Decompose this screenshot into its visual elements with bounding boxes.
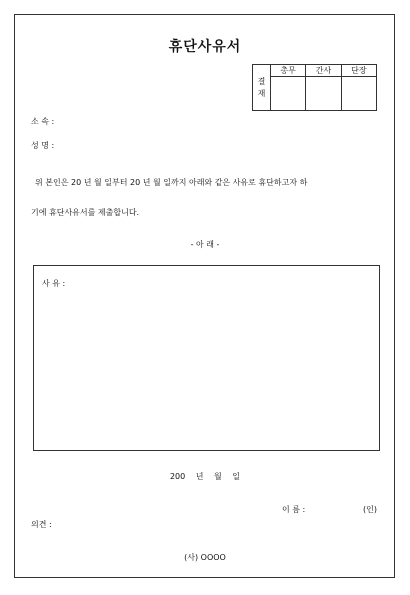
- reason-box[interactable]: [33, 265, 380, 451]
- approval-header-general-affairs: 총무: [271, 65, 306, 77]
- organization-footer: (사) OOOO: [184, 553, 226, 562]
- date-line: 200 년 월 일: [169, 472, 241, 481]
- statement-text: [31, 168, 381, 228]
- section-title: - 아 래 -: [190, 240, 220, 249]
- name-label: 성 명 :: [31, 141, 55, 150]
- approval-table: [252, 64, 377, 111]
- statement-line-1: 위 본인은 20 년 월 일부터 20 년 월 일까지 아래와 같은 사유로 휴단하고자 하: [35, 178, 308, 187]
- approval-cell-general-affairs[interactable]: [271, 77, 306, 111]
- statement-line-2: 기에 휴단사유서를 제출합니다.: [31, 208, 140, 217]
- reason-label: 사 유 :: [42, 279, 66, 288]
- approval-header-director: 단장: [341, 65, 376, 77]
- approval-side-label: 결 재: [253, 65, 271, 111]
- signature-name-label: 이 름 :: [282, 505, 306, 514]
- approval-header-secretary: 간사: [306, 65, 341, 77]
- opinion-label: 의견 :: [31, 520, 52, 529]
- approval-cell-secretary[interactable]: [306, 77, 341, 111]
- approval-cell-director[interactable]: [341, 77, 376, 111]
- seal-mark: (인): [363, 505, 377, 514]
- affiliation-label: 소 속 :: [31, 117, 55, 126]
- document-title: 휴단사유서: [168, 39, 242, 55]
